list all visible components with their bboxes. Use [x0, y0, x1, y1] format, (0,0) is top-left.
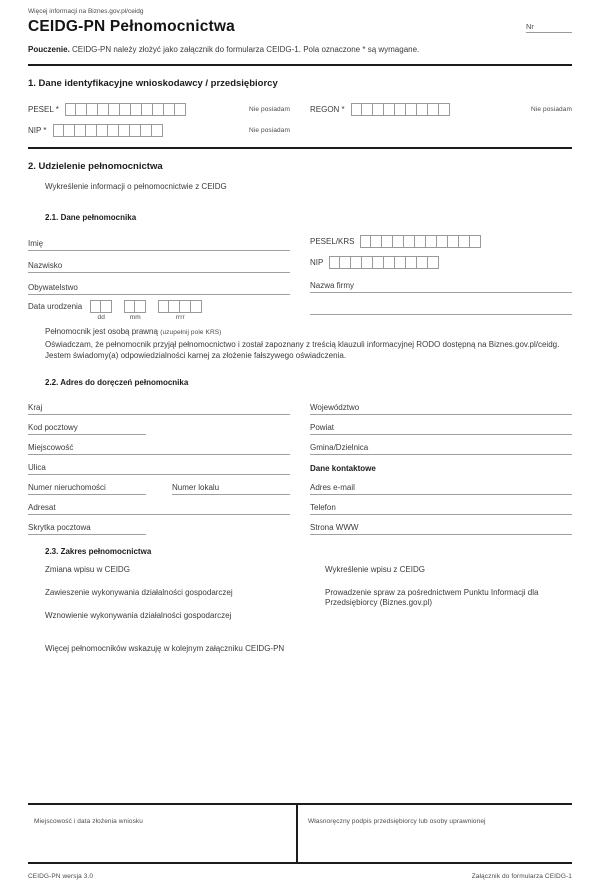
birth-date-label: Data urodzenia [28, 302, 83, 311]
regon-input[interactable] [351, 103, 450, 116]
section23-title: 2.3. Zakres pełnomocnictwa [45, 546, 152, 556]
county-label: Powiat [310, 422, 335, 432]
signature-box [28, 803, 572, 864]
postal-code-label: Kod pocztowy [28, 422, 78, 432]
footer-attachment-note: Załącznik do formularza CEIDG-1 [471, 872, 572, 880]
pesel-krs-label: PESEL/KRS [310, 237, 355, 246]
legal-person-note: (uzupełnij pole KRS) [160, 329, 222, 336]
commune-label: Gmina/Dzielnica [310, 442, 369, 452]
place-date-field[interactable] [28, 805, 296, 862]
citizenship-field[interactable] [28, 275, 290, 295]
citizenship-label: Obywatelstwo [28, 283, 78, 292]
commune-field[interactable] [310, 435, 572, 455]
section2-title: 2. Udzielenie pełnomocnictwa [28, 161, 163, 172]
first-name-label: Imię [28, 239, 44, 248]
attorney-nip-input[interactable] [329, 256, 439, 269]
nip-label: NIP * [28, 126, 47, 135]
postal-code-field[interactable] [28, 415, 146, 435]
notice [28, 45, 572, 54]
legal-person-text: Pełnomocnik jest osobą prawną [45, 327, 158, 336]
place-date-label: Miejscowość i data złożenia wniosku [34, 817, 143, 825]
company-name-field[interactable] [310, 273, 572, 293]
company-name-label: Nazwa firmy [310, 281, 355, 290]
birth-year-group [158, 300, 202, 321]
email-label: Adres e-mail [310, 482, 355, 492]
section22-left-column [28, 395, 290, 535]
pesel-not-have-option[interactable]: Nie posiadam [249, 106, 290, 113]
website-label: Strona WWW [310, 522, 359, 532]
last-name-field[interactable] [28, 253, 290, 273]
nr-label: Nr [526, 22, 534, 31]
option-more-attorneys[interactable]: Więcej pełnomocników wskazuję w kolejnym załączniku CEIDG-PN [45, 643, 285, 653]
birth-day-hint: dd [97, 314, 105, 321]
po-box-field[interactable] [28, 515, 146, 535]
voivodeship-label: Województwo [310, 402, 360, 412]
city-field[interactable] [28, 435, 290, 455]
birth-date-row [28, 300, 290, 321]
section21-right-column [310, 231, 572, 321]
divider-top [28, 64, 572, 66]
attorney-nip-label: NIP [310, 258, 324, 267]
notice-text: CEIDG-PN należy złożyć jako załącznik do formularza CEIDG-1. Pola oznaczone * są wymagane. [69, 45, 420, 54]
contact-data-header: Dane kontaktowe [310, 463, 376, 473]
birth-month-hint: mm [129, 314, 141, 321]
section21-title: 2.1. Dane pełnomocnika [45, 213, 137, 222]
rodo-statement: Oświadczam, że pełnomocnik przyjął pełnomocnictwo i został zapoznany z treścią klauzuli informacyjnej RODO dostępną na Biznes.gov.pl/ceidg. Jestem świadomy(a) odpowiedzialności karnej za złożenie fałszywego oświadczenia. [45, 340, 560, 360]
signature-field[interactable] [296, 805, 572, 862]
option-suspend-activity[interactable]: Zawieszenie wykonywania działalności gospodarczej [45, 587, 233, 597]
street-label: Ulica [28, 462, 46, 472]
nip-not-have-option[interactable]: Nie posiadam [249, 127, 290, 134]
regon-not-have-option[interactable]: Nie posiadam [531, 106, 572, 113]
section23-left-column [45, 565, 290, 635]
birth-year-input[interactable] [158, 300, 202, 313]
regon-row [310, 99, 572, 120]
divider-section1 [28, 147, 572, 149]
section21-grid [28, 231, 572, 321]
website-field[interactable] [310, 515, 572, 535]
unit-number-label: Numer lokalu [172, 482, 220, 492]
street-field[interactable] [28, 455, 290, 475]
option-legal-person[interactable] [45, 327, 572, 336]
country-field[interactable] [28, 395, 290, 415]
county-field[interactable] [310, 415, 572, 435]
property-number-field[interactable] [28, 475, 146, 495]
option-resume-activity[interactable]: Wznowienie wykonywania działalności gospodarczej [45, 611, 232, 621]
pesel-krs-row [310, 231, 572, 252]
pesel-krs-input[interactable] [360, 235, 481, 248]
unit-number-field[interactable] [172, 475, 290, 495]
property-number-label: Numer nieruchomości [28, 482, 106, 492]
section22-right-column [310, 395, 572, 535]
company-name-field-line2[interactable] [310, 295, 572, 315]
nr-field[interactable] [526, 22, 572, 33]
section1-grid [28, 99, 572, 141]
birth-month-input[interactable] [124, 300, 146, 313]
regon-label: REGON * [310, 105, 345, 114]
page-title: CEIDG-PN Pełnomocnictwa [28, 18, 235, 35]
footer-version: CEIDG-PN wersja 3.0 [28, 872, 94, 880]
pesel-row [28, 99, 290, 120]
last-name-label: Nazwisko [28, 261, 63, 270]
birth-day-group [90, 300, 112, 321]
section22-title: 2.2. Adres do doręczeń pełnomocnika [45, 377, 189, 387]
section1-title: 1. Dane identyfikacyjne wnioskodawcy / przedsiębiorcy [28, 78, 278, 89]
nip-row [28, 120, 290, 141]
footer [28, 873, 572, 880]
birth-month-group [124, 300, 146, 321]
option-delete-poa-info[interactable]: Wykreślenie informacji o pełnomocnictwie z CEIDG [45, 182, 227, 191]
phone-field[interactable] [310, 495, 572, 515]
phone-label: Telefon [310, 502, 336, 512]
title-row [28, 18, 572, 36]
pesel-label: PESEL * [28, 105, 59, 114]
notice-bold: Pouczenie. [28, 45, 70, 54]
option-delete-entry[interactable]: Wykreślenie wpisu z CEIDG [325, 564, 425, 574]
birth-day-input[interactable] [90, 300, 112, 313]
top-note: Więcej informacji na Biznes.gov.pl/ceidg [28, 8, 144, 15]
signature-label: Własnoręczny podpis przedsiębiorcy lub osoby uprawnionej [308, 817, 486, 825]
section23-right-column [325, 565, 572, 635]
nip-input[interactable] [53, 124, 163, 137]
city-label: Miejscowość [28, 442, 74, 452]
addressee-label: Adresat [28, 502, 56, 512]
po-box-label: Skrytka pocztowa [28, 522, 91, 532]
voivodeship-field[interactable] [310, 395, 572, 415]
first-name-field[interactable] [28, 231, 290, 251]
section21-left-column [28, 231, 290, 321]
option-business-point[interactable]: Prowadzenie spraw za pośrednictwem Punktu Informacji dla Przedsiębiorcy (Biznes.gov.pl) [325, 587, 539, 608]
section22-grid [28, 395, 572, 535]
section23-grid [28, 565, 572, 635]
attorney-nip-row [310, 252, 572, 273]
addressee-field[interactable] [28, 495, 290, 515]
birth-year-hint: rrrr [175, 314, 185, 321]
email-field[interactable] [310, 475, 572, 495]
pesel-input[interactable] [65, 103, 186, 116]
option-change-entry[interactable]: Zmiana wpisu w CEIDG [45, 564, 130, 574]
country-label: Kraj [28, 402, 43, 412]
